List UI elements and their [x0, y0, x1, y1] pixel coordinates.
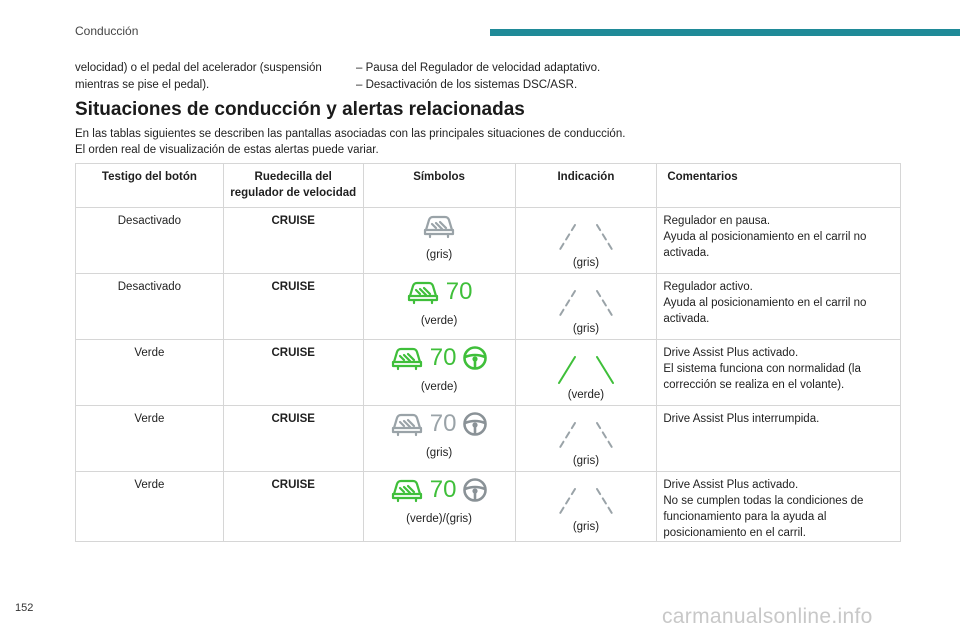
steering-wheel-icon	[462, 477, 488, 503]
comment-line: Ayuda al posicionamiento en el carril no activada.	[663, 231, 867, 259]
indication-graphic	[522, 223, 651, 253]
symbol-color-label: (gris)	[425, 249, 453, 261]
comment-line: Drive Assist Plus activado.	[663, 347, 799, 359]
cell-simbolos	[363, 208, 515, 274]
indication-graphic	[522, 355, 651, 385]
comment-line: Ayuda al posicionamiento en el carril no activada.	[663, 297, 867, 325]
lane-lines-icon	[555, 355, 617, 385]
lane-lines-icon	[555, 487, 617, 517]
set-speed-value: 70	[429, 476, 457, 503]
indication-color-label: (verde)	[567, 389, 605, 401]
indication-graphic	[522, 289, 651, 319]
intro-right-list	[356, 60, 676, 94]
intro-list-item: – Desactivación de los sistemas DSC/ASR.	[356, 79, 578, 91]
table-row	[76, 406, 901, 472]
table-row	[76, 472, 901, 542]
intro-left-paragraph: velocidad) o el pedal del acelerador (suspensión mientras se pise el pedal).	[75, 62, 322, 91]
set-speed-value: 70	[429, 344, 457, 371]
cell-indicacion	[515, 274, 657, 340]
cell-testigo: Verde	[76, 406, 224, 472]
indication-color-label: (gris)	[572, 323, 600, 335]
lane-lines-icon	[555, 289, 617, 319]
symbol-group	[370, 211, 509, 241]
table-row	[76, 208, 901, 274]
cell-comentarios	[657, 406, 901, 472]
indication-graphic	[522, 487, 651, 517]
adaptive-cruise-icon	[390, 411, 424, 437]
section-description	[75, 126, 915, 158]
cell-indicacion	[515, 208, 657, 274]
cell-indicacion	[515, 472, 657, 542]
cell-testigo: Desactivado	[76, 208, 224, 274]
comment-line: El sistema funciona con normalidad (la corrección se realiza en el volante).	[663, 363, 861, 391]
indication-color-label: (gris)	[572, 455, 600, 467]
comment-line: Regulador activo.	[663, 281, 753, 293]
cell-comentarios	[657, 472, 901, 542]
symbol-group	[370, 475, 509, 505]
cell-testigo: Desactivado	[76, 274, 224, 340]
cell-simbolos	[363, 340, 515, 406]
adaptive-cruise-icon	[390, 477, 424, 503]
adaptive-cruise-icon	[406, 279, 440, 305]
page-number: 152	[15, 602, 34, 614]
symbol-color-label: (verde)/(gris)	[406, 513, 472, 525]
table-body	[76, 208, 901, 542]
symbol-color-label: (verde)	[420, 315, 458, 327]
symbol-group	[370, 277, 509, 307]
cell-testigo: Verde	[76, 472, 224, 542]
comment-line: No se cumplen todas la condiciones de funcionamiento para la ayuda al posicionamiento en el carril.	[663, 495, 864, 539]
header-testigo: Testigo del botón	[76, 164, 224, 208]
lane-lines-icon	[555, 421, 617, 451]
cell-simbolos	[363, 472, 515, 542]
cell-ruedecilla: CRUISE	[223, 340, 363, 406]
cell-simbolos	[363, 274, 515, 340]
comment-line: Drive Assist Plus activado.	[663, 479, 799, 491]
header-accent-bar	[490, 29, 960, 36]
table-header-row	[76, 164, 901, 208]
symbol-color-label: (verde)	[420, 381, 458, 393]
driving-situations-table	[75, 163, 901, 542]
comment-line: Regulador en pausa.	[663, 215, 771, 227]
section-description-line: En las tablas siguientes se describen las pantallas asociadas con las principales situaciones de conducción.	[75, 128, 626, 140]
adaptive-cruise-icon	[390, 345, 424, 371]
section-description-line: El orden real de visualización de estas alertas puede variar.	[75, 144, 379, 156]
section-heading: Situaciones de conducción y alertas relacionadas	[75, 99, 525, 120]
lane-lines-icon	[555, 223, 617, 253]
indication-graphic	[522, 421, 651, 451]
cell-ruedecilla: CRUISE	[223, 406, 363, 472]
cell-simbolos	[363, 406, 515, 472]
symbol-group	[370, 343, 509, 373]
symbol-color-label: (gris)	[425, 447, 453, 459]
header-comentarios: Comentarios	[657, 164, 901, 208]
intro-list-item: – Pausa del Regulador de velocidad adaptativo.	[356, 62, 601, 74]
indication-color-label: (gris)	[572, 257, 600, 269]
adaptive-cruise-icon	[422, 213, 456, 239]
header-simbolos: Símbolos	[363, 164, 515, 208]
table-row	[76, 274, 901, 340]
cell-comentarios	[657, 274, 901, 340]
set-speed-value: 70	[429, 410, 457, 437]
cell-comentarios	[657, 340, 901, 406]
symbol-group	[370, 409, 509, 439]
cell-ruedecilla: CRUISE	[223, 208, 363, 274]
header-indicacion: Indicación	[515, 164, 657, 208]
comment-line: Drive Assist Plus interrumpida.	[663, 413, 820, 425]
cell-indicacion	[515, 406, 657, 472]
set-speed-value: 70	[445, 278, 473, 305]
table-row	[76, 340, 901, 406]
header-ruedecilla: Ruedecilla del regulador de velocidad	[223, 164, 363, 208]
cell-comentarios	[657, 208, 901, 274]
cell-testigo: Verde	[76, 340, 224, 406]
watermark: carmanualsonline.info	[662, 605, 873, 628]
steering-wheel-icon	[462, 345, 488, 371]
cell-ruedecilla: CRUISE	[223, 472, 363, 542]
indication-color-label: (gris)	[572, 521, 600, 533]
steering-wheel-icon	[462, 411, 488, 437]
header-section-title: Conducción	[75, 24, 139, 38]
cell-ruedecilla: CRUISE	[223, 274, 363, 340]
cell-indicacion	[515, 340, 657, 406]
